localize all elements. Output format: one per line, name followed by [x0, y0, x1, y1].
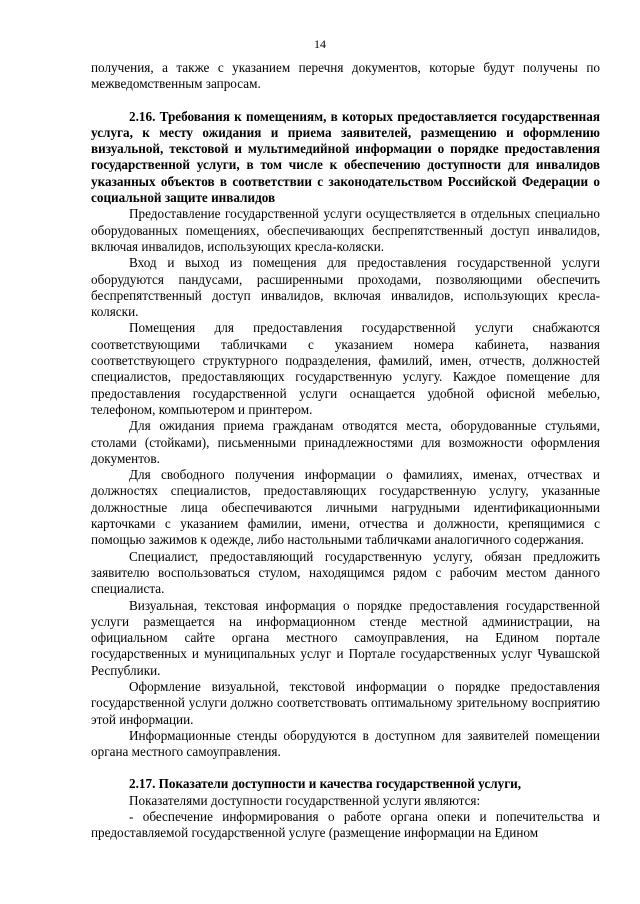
section-2-16-paragraph-2: Вход и выход из помещения для предоставления государственной услуги оборудуются пандусами, расширенными проходами, позволяющими обеспечить беспрепятственный доступ инвалидов, включая инвалидов, использующих кресла-коляски. — [91, 255, 600, 320]
section-2-16-paragraph-8: Оформление визуальной, текстовой информации о порядке предоставления государственной услуги должно соответствовать оптимальному зрительному восприятию этой информации. — [91, 678, 600, 727]
document-body — [91, 60, 600, 842]
section-2-16-paragraph-6: Специалист, предоставляющий государственную услугу, обязан предложить заявителю воспользоваться стулом, находящимся рядом с рабочим местом данного специалиста. — [91, 548, 600, 597]
section-2-16-paragraph-5: Для свободного получения информации о фамилиях, именах, отчествах и должностях специалистов, предоставляющих государственную услугу, указанные должностные лица обеспечиваются личными нагрудными идентификационными карточками с указанием фамилии, имени, отчества и должности, крепящимися с помощью зажимов к одежде, либо настольными табличками аналогичного содержания. — [91, 467, 600, 548]
section-2-16-paragraph-9: Информационные стенды оборудуются в доступном для заявителей помещении органа местного самоуправления. — [91, 727, 600, 760]
continuation-paragraph: получения, а также с указанием перечня документов, которые будут получены по межведомственным запросам. — [91, 60, 600, 92]
section-2-16-paragraph-4: Для ожидания приема гражданам отводятся места, оборудованные стульями, столами (стойками), письменными принадлежностями для возможности оформления документов. — [91, 418, 600, 466]
section-2-17-paragraph-1: Показателями доступности государственной услуги являются: — [129, 792, 481, 808]
section-2-16-heading: 2.16. Требования к помещениям, в которых предоставляется государственная услуга, к месту ожидания и приема заявителей, размещению и оформлению визуальной, текстовой и мультимедийной информации о порядке предоставления государственной услуги, в том числе к обеспечению доступности для инвалидов указанных объектов в соответствии с законодательством Российской Федерации о социальной защите инвалидов — [91, 108, 600, 206]
section-2-16-paragraph-7: Визуальная, текстовая информация о порядке предоставления государственной услуги размещается на информационном стенде местной администрации, на официальном сайте органа местного самоуправления, на Едином портале государственных и муниципальных услуг и Портале государственных услуг Чувашской Республики. — [91, 597, 600, 678]
section-2-17-paragraph-2: - обеспечение информирования о работе органа опеки и попечительства и предоставляемой государственной услуге (размещение информации на Едином — [91, 809, 600, 841]
page-number: 14 — [314, 37, 326, 51]
section-2-16-paragraph-3: Помещения для предоставления государственной услуги снабжаются соответствующими табличками с указанием номера кабинета, названия соответствующего структурного подразделения, фамилий, имен, отчеств, должностей специалистов, предоставляющих государственную услугу. Каждое помещение для предоставления государственной услуги оснащается удобной офисной мебелью, телефоном, компьютером и принтером. — [91, 320, 600, 417]
section-2-16-paragraph-1: Предоставление государственной услуги осуществляется в отдельных специально оборудованных помещениях, обеспечивающих беспрепятственный доступ инвалидов, включая инвалидов, использующих кресла-коляски. — [91, 206, 600, 254]
section-2-17-heading: 2.17. Показатели доступности и качества государственной услуги, — [129, 776, 522, 792]
